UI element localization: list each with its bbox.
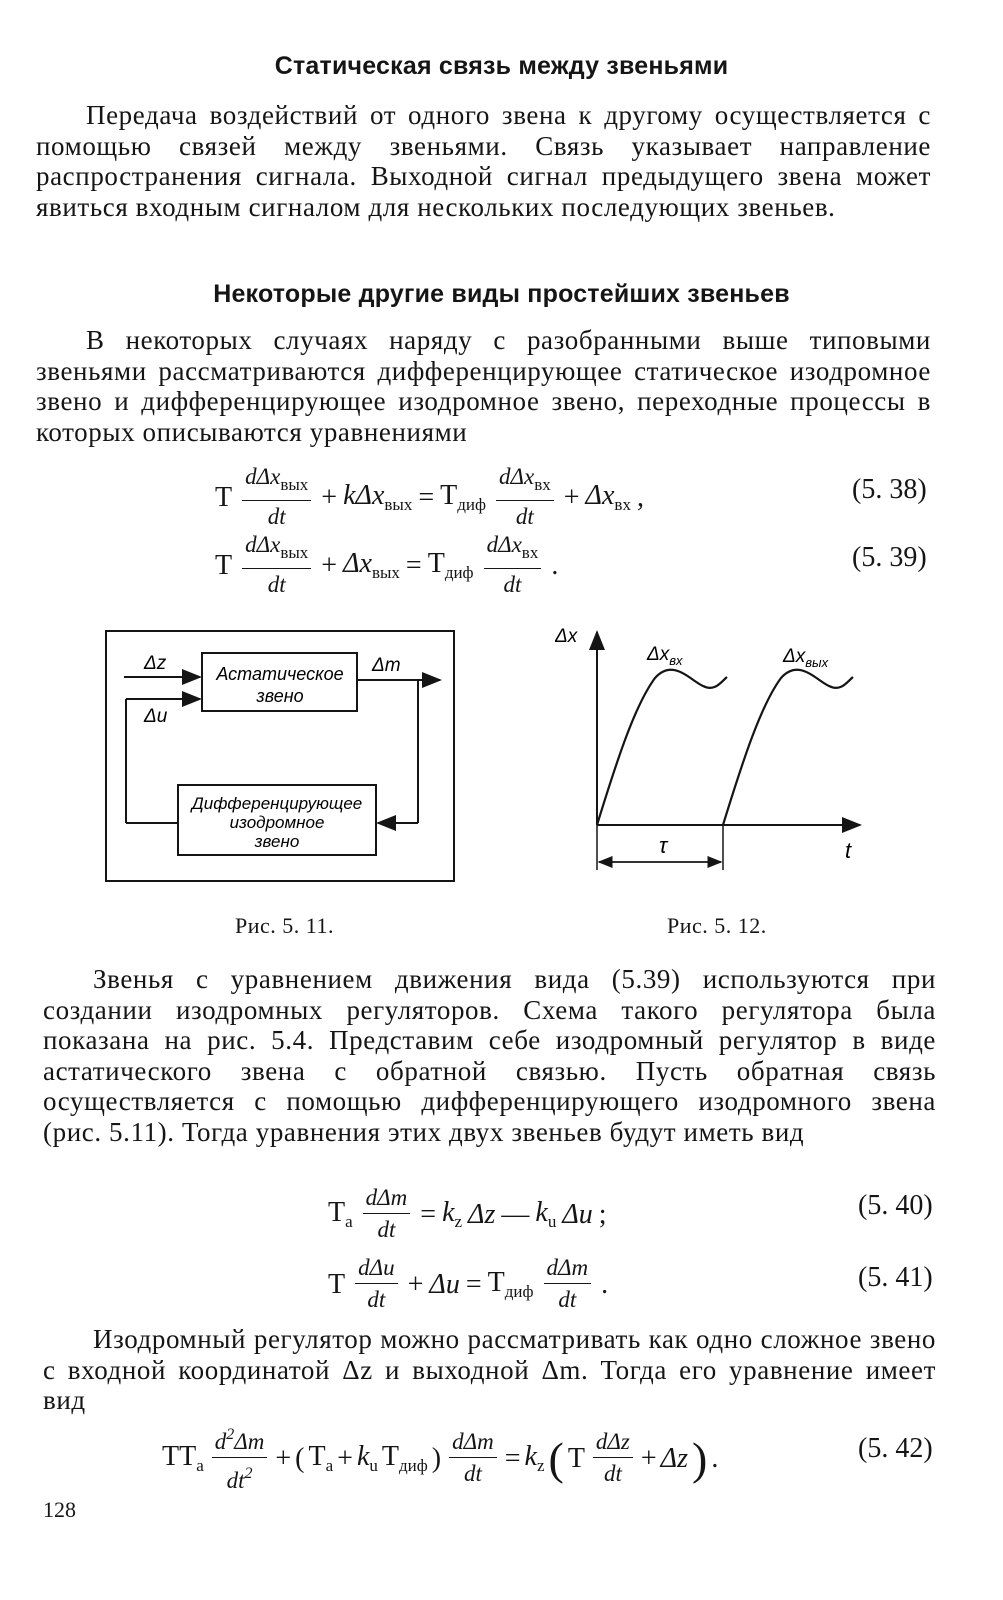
figure-5-12-graph <box>555 620 875 882</box>
paragraph-links: Передача воздействий от одного звена к другому осуществляется с помощью связей между звеньями. Связь указывает направление распространения сигнала. Выходной сигнал предыдущего звена может явиться входным сигналом для нескольких последующих звеньев. <box>36 100 931 222</box>
equation-5-39: T $\frac{d\Delta x_{вых}}{dt}$ + $\Delta x_{вых}$ = $T_{диф}$ $\frac{d\Delta x_{вх}}{dt}$ . <box>215 532 559 597</box>
dm-label: Δm <box>372 655 401 676</box>
tau-label: τ <box>659 833 668 858</box>
paragraph-isodrome-regulators: Звенья с уравнением движения вида (5.39) используются при создании изодромных регуляторов. Схема такого регулятора была показана на рис. 5.4. Представим себе изодромный регулятор в виде астатического звена с обратной связью. Пусть обратная связь осуществляется с помощью дифференцирующего изодромного звена (рис. 5.11). Тогда уравнения этих двух звеньев будут иметь вид <box>43 964 936 1147</box>
equation-number-5-42: (5. 42) <box>858 1433 933 1464</box>
equation-number-5-39: (5. 39) <box>852 542 927 573</box>
page-number: 128 <box>43 1497 76 1522</box>
equation-number-5-40: (5. 40) <box>858 1190 933 1221</box>
figure-5-11-diagram <box>100 625 460 887</box>
y-axis-label: Δx <box>555 626 578 647</box>
equation-5-40: $T_а$ $\frac{\text{dΔm}}{dt}$ = $k_z$ Δz — $k_u$ Δu ; <box>328 1185 607 1242</box>
astatic-block-line2: звено <box>256 686 304 706</box>
equation-number-5-41: (5. 41) <box>858 1262 933 1293</box>
astatic-block-line1: Астатическое <box>216 664 344 684</box>
input-curve-label: $\Delta x_{вх}$ <box>647 644 683 668</box>
isodrome-block-line2: изодромное <box>229 813 325 832</box>
du-label: Δu <box>144 706 168 727</box>
equation-number-5-38: (5. 38) <box>852 474 927 505</box>
caption-fig-5-12: Рис. 5. 12. <box>667 913 767 938</box>
equation-5-38: T $\frac{d\Delta x_{вых}}{dt}$ + kΔx$_{вых}$ = $T_{диф}$ $\frac{d\Delta x_{вх}}{dt}$ + $\Delta x_{вх}$ , <box>215 464 644 529</box>
caption-fig-5-11: Рис. 5. 11. <box>235 913 334 938</box>
dz-label: Δz <box>144 653 167 674</box>
input-curve <box>597 670 727 825</box>
paragraph-complex-link: Изодромный регулятор можно рассматривать как одно сложное звено с входной координатой Δz и выходной Δm. Тогда его уравнение имеет вид <box>43 1324 936 1415</box>
t-label: t <box>845 838 852 863</box>
equation-5-42: $TT_а$ $\frac{d^2\Delta m}{dt^2}$ + ( $T_а$ + $k_u$ $T_{диф}$ ) $\frac{\text{dΔm}}{dt}$ = $k_z$ ( T $\frac{\text{dΔz}}{dt}$ + Δz ) . <box>162 1420 718 1497</box>
output-curve-label: $\Delta x_{вых}$ <box>783 646 829 670</box>
isodrome-block-line3: звено <box>254 832 300 851</box>
isodrome-block-line1: Дифференцирующее <box>191 794 363 813</box>
section-heading-other-links: Некоторые другие виды простейших звеньев <box>213 280 790 308</box>
equation-5-41: T $\frac{\text{dΔu}}{dt}$ + Δu = $T_{диф}$ $\frac{\text{dΔm}}{dt}$ . <box>328 1255 609 1312</box>
output-curve <box>723 670 853 825</box>
paragraph-other-links: В некоторых случаях наряду с разобранными выше типовыми звеньями рассматриваются дифференцирующее статическое изодромное звено и дифференцирующее изодромное звено, переходные процессы в которых описываются уравнениями <box>36 325 931 447</box>
section-heading-static-link: Статическая связь между звеньями <box>274 52 729 80</box>
